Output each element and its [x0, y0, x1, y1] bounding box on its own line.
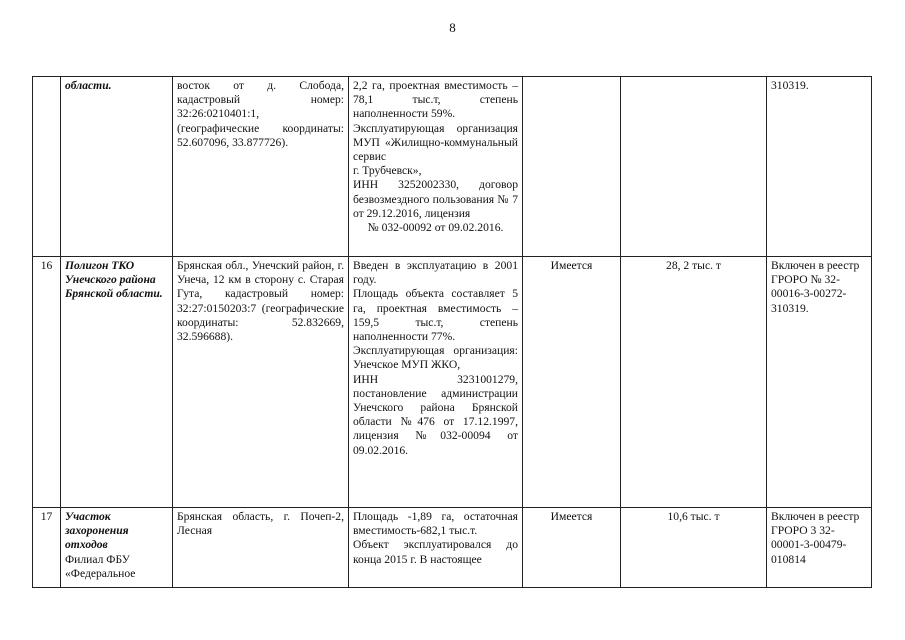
- table-row: [33, 508, 872, 588]
- table-row: [33, 257, 872, 508]
- object-description: [349, 508, 523, 588]
- license-info: № 032-00092 от 09.02.2016.: [367, 221, 504, 235]
- description-line: ИНН 3252002330, договор безвозмездного пользования № 7 от 29.12.2016, лицензия: [353, 178, 518, 220]
- permit-status: Имеется: [523, 508, 621, 588]
- object-capacity: 10,6 тыс. т: [621, 508, 767, 588]
- object-location: восток от д. Слобода, кадастровый номер: 32:26:0210401:1, (географические координаты: 52.607096, 33.877726).: [173, 77, 349, 257]
- description-line: ИНН 3231001279, постановление администрации Унечского района Брянской области №476 от 17.12.1997, лицензия №032-00094 от 09.02.2016.: [353, 372, 518, 457]
- object-location: Брянская обл., Унечский район, г. Унеча, 12 км в сторону с. Старая Гута, кадастровый номер: 32:27:0150203:7 (географические координаты: 52.832669, 32.596688).: [173, 257, 349, 508]
- description-line: Объект эксплуатировался до конца 2015 г. В настоящее: [353, 538, 518, 566]
- object-name-plain: Филиал ФБУ «Федеральное: [65, 552, 136, 580]
- object-name-bold: области.: [65, 79, 112, 92]
- object-capacity: 28, 2 тыс. т: [621, 257, 767, 508]
- description-line: Площадь объекта составляет 5 га, проектная вместимость – 159,5 тыс.т, степень наполненности 77%.: [353, 287, 518, 344]
- object-name: [61, 77, 173, 257]
- object-name-bold: Участок захоронения отходов: [65, 510, 129, 552]
- description-line: Эксплуатирующая организация: Унечское МУП ЖКО,: [353, 344, 518, 372]
- row-number: 17: [33, 508, 61, 588]
- table-row: [33, 77, 872, 257]
- object-capacity: [621, 77, 767, 257]
- registry-info: Включен в реестр ГРОРО № 32-00016-3-00272-310319.: [767, 257, 872, 508]
- row-number: [33, 77, 61, 257]
- object-description: [349, 77, 523, 257]
- registry-info: 310319.: [767, 77, 872, 257]
- description-line: г. Трубчевск»,: [353, 164, 422, 178]
- object-location: Брянская область, г. Почеп-2, Лесная: [173, 508, 349, 588]
- permit-status: [523, 77, 621, 257]
- object-description: [349, 257, 523, 508]
- description-line: Эксплуатирующая организация МУП «Жилищно-коммунальный сервис: [353, 121, 518, 164]
- page-number: 8: [449, 20, 456, 35]
- permit-status: Имеется: [523, 257, 621, 508]
- description-line: 2,2 га, проектная вместимость – 78,1 тыс.т, степень наполненности 59%.: [353, 79, 518, 121]
- waste-objects-table: [32, 76, 872, 588]
- description-line: Введен в эксплуатацию в 2001 году.: [353, 259, 518, 287]
- description-line: Площадь -1,89 га, остаточная вместимость-682,1 тыс.т.: [353, 510, 518, 538]
- registry-info: Включен в реестр ГРОРО 3 32-00001-3-00479-010814: [767, 508, 872, 588]
- object-name: [61, 257, 173, 508]
- object-name-bold: Полигон ТКО Унечского района Брянской области.: [65, 259, 163, 301]
- object-name: [61, 508, 173, 588]
- row-number: 16: [33, 257, 61, 508]
